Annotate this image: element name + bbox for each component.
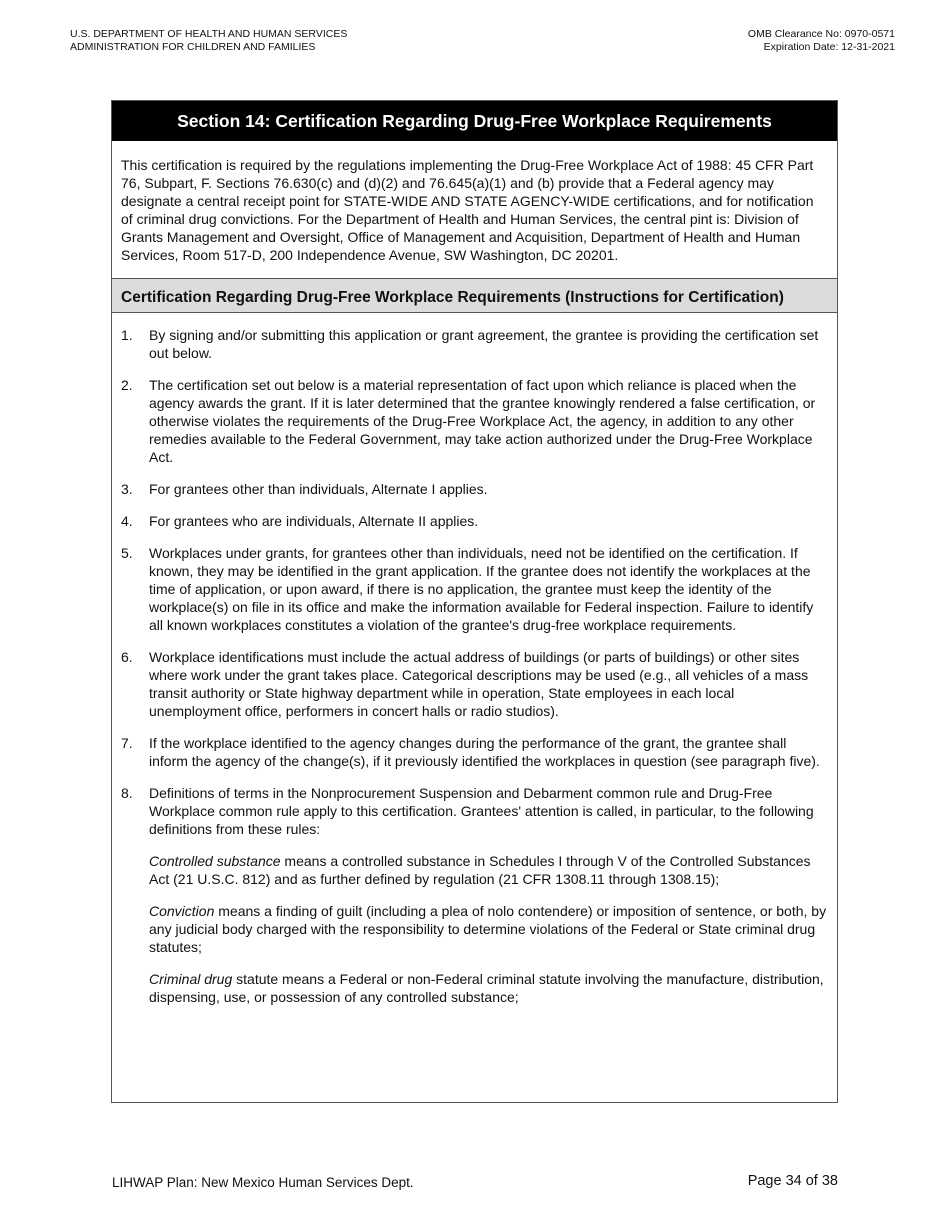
definition-conviction <box>149 902 827 956</box>
definition-text: statute means a Federal or non-Federal criminal statute involving the manufacture, distribution, dispensing, use, or possession of any controlled substance; <box>149 971 824 1005</box>
list-item <box>121 648 827 720</box>
omb-clearance: OMB Clearance No: 0970-0571 <box>747 28 895 40</box>
item-number: 3. <box>121 481 133 497</box>
list-item <box>121 512 827 530</box>
page-header-left <box>70 28 347 53</box>
definition-term: Criminal drug <box>149 971 233 987</box>
item-text: For grantees other than individuals, Alternate I applies. <box>149 481 488 497</box>
expiration-date: Expiration Date: 12-31-2021 <box>763 40 895 53</box>
item-text-block <box>149 784 827 1006</box>
item-number: 8. <box>121 785 133 801</box>
instructions-list <box>112 313 837 1006</box>
item-text: By signing and/or submitting this application or grant agreement, the grantee is providing the certification set out below. <box>149 327 819 361</box>
item-number: 7. <box>121 735 133 751</box>
item-text: Workplace identifications must include the actual address of buildings (or parts of buildings) or other sites where work under the grant takes place. Categorical descriptions may be used (e.g., all vehicles of a mass transit authority or State highway department while in operation, State employees in each local unemployment office, performers in concert halls or radio studios). <box>149 649 809 719</box>
administration-name: ADMINISTRATION FOR CHILDREN AND FAMILIES <box>70 40 316 53</box>
definition-criminal-drug <box>149 970 827 1006</box>
definition-text: means a controlled substance in Schedules I through V of the Controlled Substances Act (21 U.S.C. 812) and as further defined by regulation (21 CFR 1308.11 through 1308.15); <box>149 853 811 887</box>
item-number: 2. <box>121 377 133 393</box>
item-text: For grantees who are individuals, Alternate II applies. <box>149 513 479 529</box>
list-item <box>121 480 827 498</box>
list-item <box>121 326 827 362</box>
item-text: The certification set out below is a material representation of fact upon which reliance is placed when the agency awards the grant. If it is later determined that the grantee knowingly rendered a false certification, or otherwise violates the requirements of the Drug-Free Workplace Act, the agency, in addition to any other remedies available to the Federal Government, may take action authorized under the Drug-Free Workplace Act. <box>149 377 816 465</box>
item-text: If the workplace identified to the agency changes during the performance of the grant, the grantee shall inform the agency of the change(s), if it previously identified the workplaces in question (see paragraph five). <box>149 735 820 769</box>
item-number: 1. <box>121 327 133 343</box>
definition-controlled-substance <box>149 852 827 888</box>
certification-section <box>111 100 838 1103</box>
section-intro: This certification is required by the regulations implementing the Drug-Free Workplace Act of 1988: 45 CFR Part 76, Subpart, F. Sections 76.630(c) and (d)(2) and 76.645(a)(1) and (b) provide that a Federal agency may designate a central receipt point for STATE-WIDE AND STATE AGENCY-WIDE certifications, and for notification of criminal drug convictions. For the Department of Health and Human Services, the central pint is: Division of Grants Management and Oversight, Office of Management and Acquisition, Department of Health and Human Services, Room 517-D, 200 Independence Avenue, SW Washington, DC 20201. <box>112 141 837 279</box>
page-number: Page 34 of 38 <box>747 1173 838 1189</box>
list-item <box>121 784 827 1006</box>
list-item <box>121 734 827 770</box>
page-header-right <box>748 28 895 53</box>
list-item <box>121 376 827 466</box>
item-number: 4. <box>121 513 133 529</box>
definition-text: means a finding of guilt (including a plea of nolo contendere) or imposition of sentence, or both, by any judicial body charged with the responsibility to determine violations of the Federal or State criminal drug statutes; <box>149 903 827 955</box>
item-text: Definitions of terms in the Nonprocurement Suspension and Debarment common rule and Drug-Free Workplace common rule apply to this certification. Grantees' attention is called, in particular, to the following definitions from these rules: <box>149 785 814 837</box>
item-number: 5. <box>121 545 133 561</box>
department-name: U.S. DEPARTMENT OF HEALTH AND HUMAN SERVICES <box>70 28 348 40</box>
definition-term: Conviction <box>149 903 215 919</box>
item-number: 6. <box>121 649 133 665</box>
instructions-heading: Certification Regarding Drug-Free Workplace Requirements (Instructions for Certification) <box>112 279 837 313</box>
section-title: Section 14: Certification Regarding Drug-Free Workplace Requirements <box>112 101 837 141</box>
definition-term: Controlled substance <box>149 853 281 869</box>
footer-plan-name: LIHWAP Plan: New Mexico Human Services Dept. <box>112 1175 414 1190</box>
item-text: Workplaces under grants, for grantees other than individuals, need not be identified on the certification. If known, they may be identified in the grant application. If the grantee does not identify the workplaces at the time of application, or upon award, if there is no application, the grantee must keep the identity of the workplace(s) on file in its office and make the information available for Federal inspection. Failure to identify all known workplaces constitutes a violation of the grantee's drug-free workplace requirements. <box>149 545 814 633</box>
list-item <box>121 544 827 634</box>
